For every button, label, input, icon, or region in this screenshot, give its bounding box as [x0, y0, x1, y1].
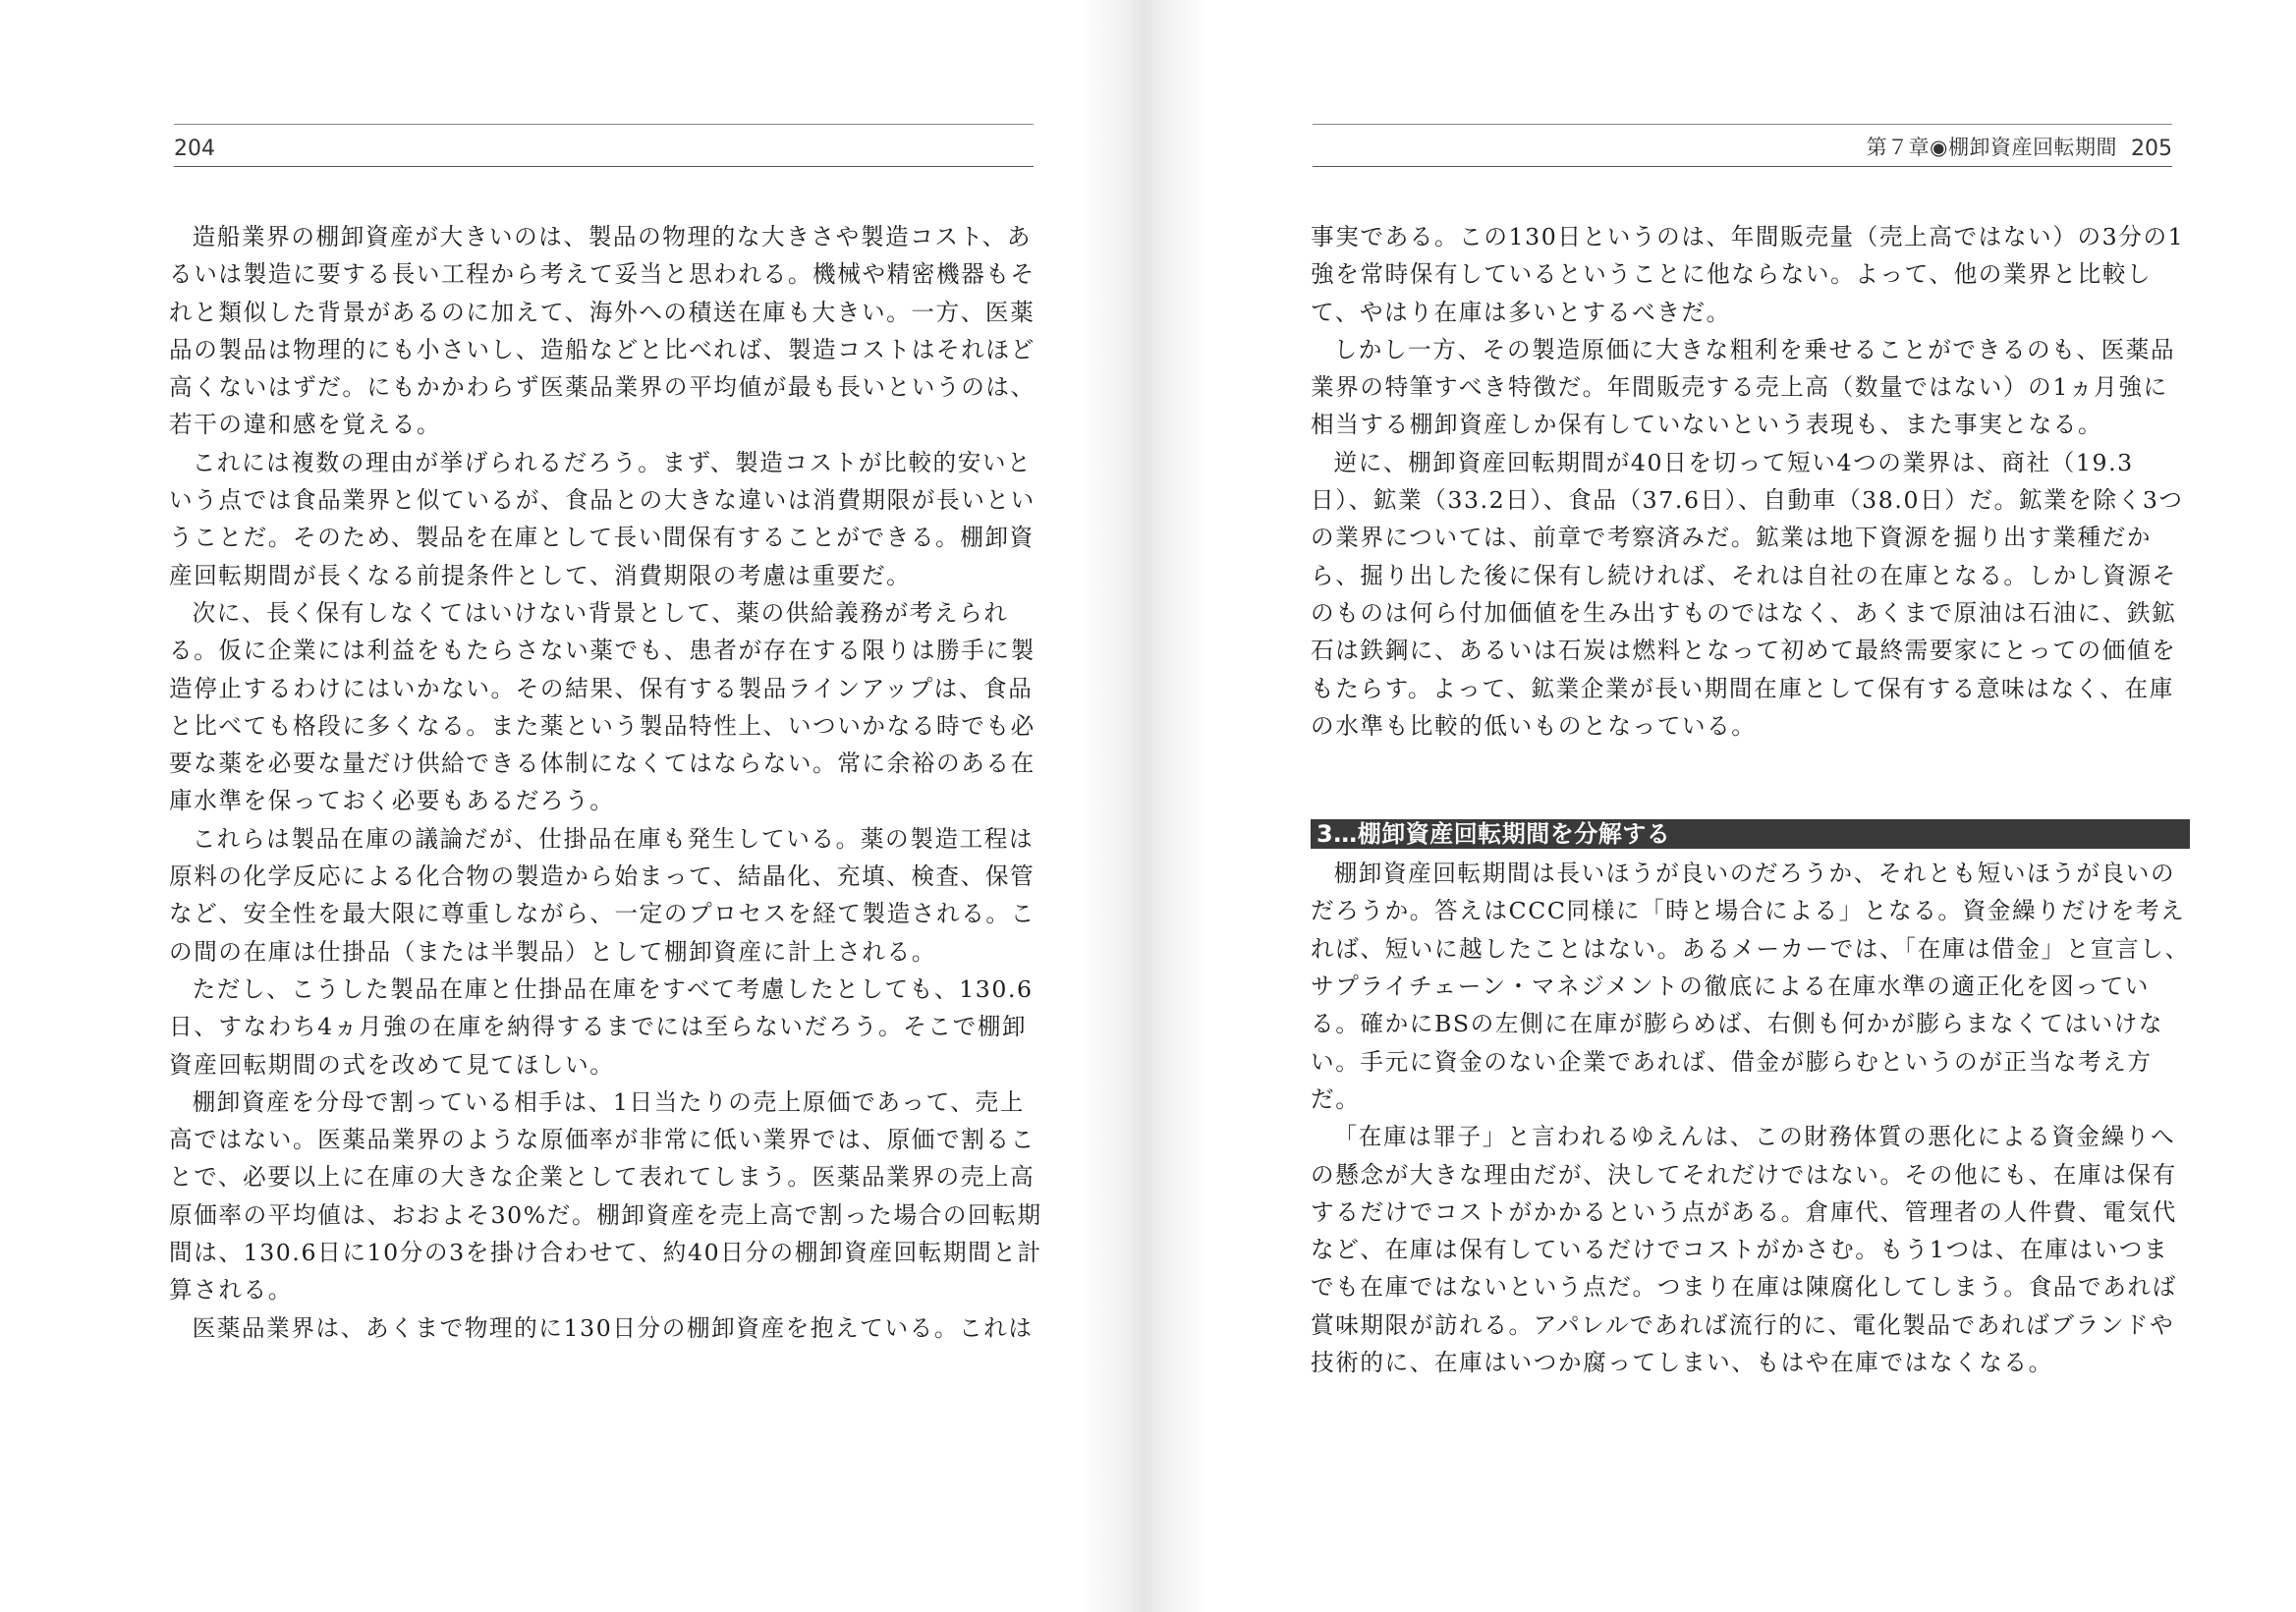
- header-rule-top: [1313, 124, 2172, 125]
- left-page: [0, 0, 1140, 1612]
- section-heading: 3…棚卸資産回転期間を分解する: [1311, 819, 2190, 849]
- paragraph: しかし一方、その製造原価に大きな粗利を乗せることができるのも、医薬品業界の特筆すべき特徴だ。年間販売する売上高（数量ではない）の1ヵ月強に相当する棚卸資産しか保有していないという表現も、また事実となる。: [1311, 335, 2176, 439]
- paragraph: これらは製品在庫の議論だが、仕掛品在庫も発生している。薬の製造工程は原料の化学反応による化合物の製造から始まって、結晶化、充填、検査、保管など、安全性を最大限に尊重しながら、一定のプロセスを経て製造される。この間の在庫は仕掛品（または半製品）として棚卸資産に計上される。: [169, 824, 1036, 966]
- running-title: 第７章◉棚卸資産回転期間: [1866, 136, 2117, 159]
- paragraph: 造船業界の棚卸資産が大きいのは、製品の物理的な大きさや製造コスト、あるいは製造に要する長い工程から考えて妥当と思われる。機械や精密機器もそれと類似した背景があるのに加えて、海外への積送在庫も大きい。一方、医薬品の製品は物理的にも小さいし、造船などと比べれば、製造コストはそれほど高くないはずだ。にもかかわらず医薬品業界の平均値が最も長いというのは、若干の違和感を覚える。: [169, 223, 1036, 439]
- left-page-header: [174, 126, 1034, 161]
- header-rule-top: [174, 124, 1034, 125]
- right-page-header: [1313, 126, 2172, 161]
- left-page-body: [169, 218, 1043, 1347]
- header-rule: [174, 166, 1034, 167]
- right-page-number: 205: [2131, 137, 2172, 161]
- header-rule: [1313, 166, 2172, 167]
- paragraph-continued: 事実である。この130日というのは、年間販売量（売上高ではない）の3分の1強を常時保有しているということに他ならない。よって、他の業界と比較して、やはり在庫は多いとするべきだ。: [1311, 223, 2185, 326]
- right-page-body: [1311, 218, 2190, 1381]
- paragraph: これには複数の理由が挙げられるだろう。まず、製造コストが比較的安いという点では食品業界と似ているが、食品との大きな違いは消費期限が長いということだ。そのため、製品を在庫として長い間保有することができる。棚卸資産回転期間が長くなる前提条件として、消費期限の考慮は重要だ。: [169, 448, 1036, 589]
- paragraph: ただし、こうした製品在庫と仕掛品在庫をすべて考慮したとしても、130.6日、すなわち4ヵ月強の在庫を納得するまでには至らないだろう。そこで棚卸資産回転期間の式を改めて見てほしい。: [169, 974, 1034, 1079]
- left-page-number: 204: [174, 137, 215, 161]
- right-page: [1149, 0, 2296, 1612]
- paragraph: 次に、長く保有しなくてはいけない背景として、薬の供給義務が考えられる。仮に企業には利益をもたらさない薬でも、患者が存在する限りは勝手に製造停止するわけにはいかない。その結果、保有する製品ラインアップは、食品と比べても格段に多くなる。また薬という製品特性上、いついかなる時でも必要な薬を必要な量だけ供給できる体制になくてはならない。常に余裕のある在庫水準を保っておく必要もあるだろう。: [169, 598, 1036, 815]
- paragraph: 医薬品業界は、あくまで物理的に130日分の棚卸資産を抱えている。これは: [192, 1313, 1034, 1342]
- paragraph: 「在庫は罪子」と言われるゆえんは、この財務体質の悪化による資金繰りへの懸念が大きな理由だが、決してそれだけではない。その他にも、在庫は保有するだけでコストがかかるという点がある。倉庫代、管理者の人件費、電気代など、在庫は保有しているだけでコストがかさむ。もう1つは、在庫はいつまでも在庫ではないという点だ。つまり在庫は陳腐化してしまう。食品であれば賞味期限が訪れる。アパレルであれば流行的に、電化製品であればブランドや技術的に、在庫はいつか腐ってしまい、もはや在庫ではなくなる。: [1311, 1123, 2177, 1377]
- paragraph: 棚卸資産回転期間は長いほうが良いのだろうか、それとも短いほうが良いのだろうか。答えはCCC同様に「時と場合による」となる。資金繰りだけを考えれば、短いに越したことはない。あるメーカーでは、「在庫は借金」と宣言し、サプライチェーン・マネジメントの徹底による在庫水準の適正化を図っている。確かにBSの左側に在庫が膨らめば、右側も何かが膨らまなくてはいけない。手元に資金のない企業であれば、借金が膨らむというのが正当な考え方だ。: [1311, 860, 2190, 1113]
- paragraph: 逆に、棚卸資産回転期間が40日を切って短い4つの業界は、商社（19.3日）、鉱業（33.2日）、食品（37.6日）、自動車（38.0日）だ。鉱業を除く3つの業界については、前章で考察済みだ。鉱業は地下資源を掘り出す業種だから、掘り出した後に保有し続ければ、それは自社の在庫となる。しかし資源そのものは何ら付加価値を生み出すものではなく、あくまで原油は石油に、鉄鉱石は鉄鋼に、あるいは石炭は燃料となって初めて最終需要家にとっての価値をもたらす。よって、鉱業企業が長い期間在庫として保有する意味はなく、在庫の水準も比較的低いものとなっている。: [1311, 448, 2184, 740]
- paragraph: 棚卸資産を分母で割っている相手は、1日当たりの売上原価であって、売上高ではない。医薬品業界のような原価率が非常に低い業界では、原価で割ることで、必要以上に在庫の大きな企業として表れてしまう。医薬品業界の売上高原価率の平均値は、おおよそ30%だ。棚卸資産を売上高で割った場合の回転期間は、130.6日に10分の3を掛け合わせて、約40日分の棚卸資産回転期間と計算される。: [169, 1087, 1042, 1305]
